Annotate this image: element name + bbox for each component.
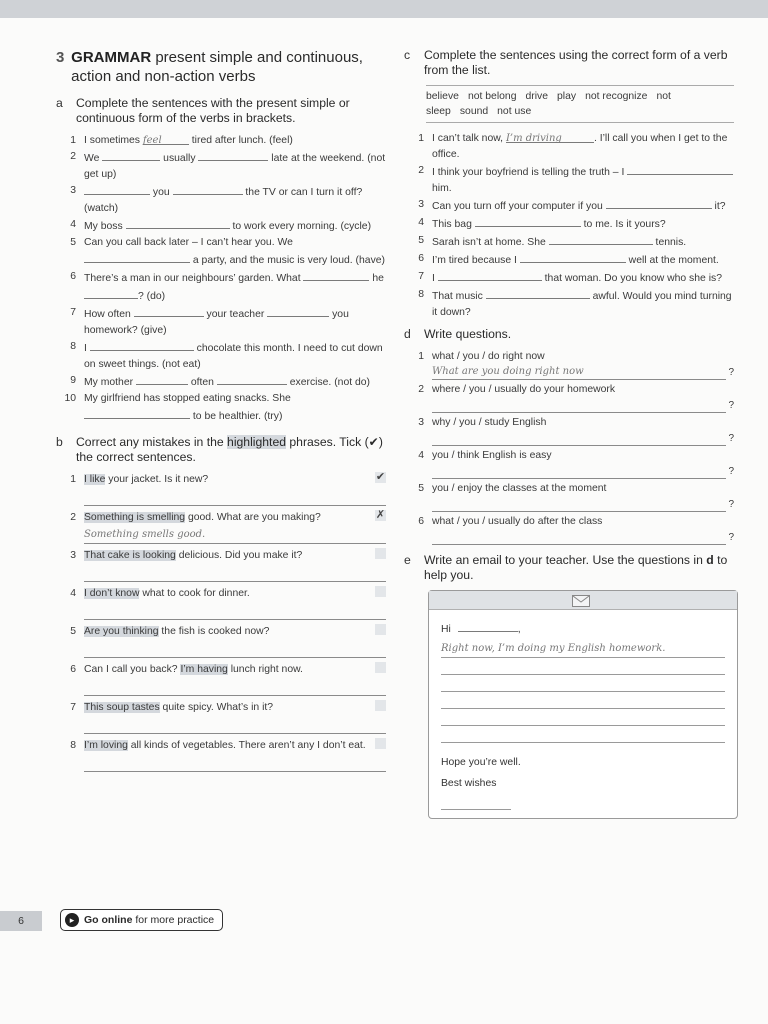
- tick-box[interactable]: [375, 548, 386, 559]
- title-rest: present simple and continuous, action and non-action verbs: [71, 49, 363, 85]
- item-number: 2: [70, 151, 76, 162]
- item-number: 2: [70, 512, 76, 523]
- tick-box[interactable]: [375, 738, 386, 749]
- item-number: 3: [418, 199, 424, 210]
- title-grammar: GRAMMAR: [71, 49, 152, 66]
- email-closing-hope: Hope you’re well.: [441, 757, 521, 768]
- email-line[interactable]: [441, 709, 725, 726]
- exercise-letter: a: [56, 96, 63, 110]
- item-text[interactable]: I that woman. Do you know who she is?: [432, 269, 734, 287]
- exercise-a-item[interactable]: [56, 183, 386, 217]
- question-prompt: why / you / study English: [432, 417, 547, 428]
- item-number: 6: [418, 253, 424, 264]
- answer-line[interactable]: [432, 496, 726, 512]
- exercise-d-item: [404, 448, 734, 479]
- tick-box[interactable]: [375, 662, 386, 673]
- email-line[interactable]: [441, 675, 725, 692]
- exercise-c-item[interactable]: [404, 215, 734, 233]
- word-list-item: not recognize: [585, 91, 648, 102]
- exercise-a-item[interactable]: [56, 235, 386, 269]
- exercise-b-item: [56, 510, 386, 546]
- question-prompt: what / you / do right now: [432, 351, 545, 362]
- workbook-page: [0, 18, 768, 1024]
- exercise-c-item[interactable]: [404, 287, 734, 321]
- word-list-item: play: [557, 91, 577, 102]
- exercise-a-item[interactable]: [56, 339, 386, 373]
- item-number: 6: [418, 516, 424, 527]
- exercise-letter: e: [404, 553, 411, 567]
- item-number: 7: [418, 271, 424, 282]
- answer-text: Something smells good.: [84, 529, 206, 540]
- exercise-letter: d: [404, 327, 411, 341]
- item-number: 1: [70, 474, 76, 485]
- answer-line[interactable]: [432, 463, 726, 479]
- exercise-d-item: [404, 481, 734, 512]
- item-sentence: That cake is looking delicious. Did you make it?: [84, 550, 303, 561]
- item-text[interactable]: Can you turn off your computer if you it?: [432, 197, 734, 215]
- tick-box[interactable]: ✗: [375, 509, 386, 521]
- answer-line[interactable]: [84, 489, 386, 506]
- exercise-a-item[interactable]: [56, 149, 386, 183]
- exercise-letter: c: [404, 48, 411, 62]
- question-mark: ?: [728, 400, 734, 411]
- item-number: 7: [70, 307, 76, 318]
- answer-line[interactable]: [432, 430, 726, 446]
- item-number: 1: [70, 135, 76, 146]
- exercise-letter: b: [56, 435, 63, 449]
- question-mark: ?: [728, 433, 734, 444]
- word-list-item: drive: [525, 91, 549, 102]
- answer-line[interactable]: What are you doing right now: [432, 364, 726, 380]
- word-list: [426, 85, 734, 123]
- email-greeting: Hi: [441, 624, 451, 635]
- item-number: 3: [70, 550, 76, 561]
- answer-line[interactable]: [84, 717, 386, 734]
- item-sentence: Can I call you back? I’m having lunch right now.: [84, 664, 303, 675]
- item-number: 1: [418, 133, 424, 144]
- page-number: 6: [0, 911, 42, 931]
- exercise-b-item: [56, 548, 386, 584]
- item-number: 6: [70, 664, 76, 675]
- exercise-c-item[interactable]: [404, 197, 734, 215]
- envelope-icon: [572, 595, 590, 607]
- exercise-c-list: [404, 131, 734, 321]
- exercise-a-item[interactable]: [56, 305, 386, 339]
- exercise-b-instruction: Correct any mistakes in the highlighted phrases. Tick (✔) the correct sentences.: [76, 435, 383, 464]
- item-sentence: Are you thinking the fish is cooked now?: [84, 626, 270, 637]
- item-number: 5: [70, 237, 76, 248]
- exercise-d-item: [404, 415, 734, 446]
- item-number: 2: [418, 384, 424, 395]
- exercise-a-instruction: Complete the sentences with the present simple or continuous form of the verbs in brackets.: [76, 96, 350, 125]
- online-rest: for more practice: [132, 914, 215, 926]
- exercise-d-item: [404, 382, 734, 413]
- email-line[interactable]: [441, 692, 725, 709]
- item-text[interactable]: My mother often exercise. (not do): [84, 373, 386, 391]
- word-list-item: not sleep: [426, 91, 671, 117]
- email-header: [429, 591, 737, 610]
- left-column: [56, 48, 386, 776]
- exercise-b-heading: [56, 435, 386, 465]
- item-number: 7: [70, 702, 76, 713]
- item-sentence: I like your jacket. Is it new?: [84, 474, 209, 485]
- question-mark: ?: [728, 466, 734, 477]
- answer-line[interactable]: [84, 679, 386, 696]
- answer-line[interactable]: [84, 527, 386, 544]
- exercise-c-item[interactable]: [404, 131, 734, 163]
- exercise-d-item: [404, 349, 734, 380]
- item-sentence: I’m loving all kinds of vegetables. There aren’t any I don’t eat.: [84, 740, 366, 751]
- question-mark: ?: [728, 532, 734, 543]
- exercise-d-list: [404, 349, 734, 545]
- email-name-blank[interactable]: [458, 620, 518, 632]
- email-line[interactable]: [441, 658, 725, 675]
- item-number: 6: [70, 271, 76, 282]
- question-prompt: what / you / usually do after the class: [432, 516, 603, 527]
- exercise-c-instruction: Complete the sentences using the correct form of a verb from the list.: [424, 48, 728, 77]
- email-signature-line[interactable]: [441, 793, 511, 810]
- exercise-a-item[interactable]: [56, 269, 386, 305]
- item-number: 3: [418, 417, 424, 428]
- answer-line[interactable]: [432, 529, 726, 545]
- question-prompt: where / you / usually do your homework: [432, 384, 616, 395]
- tick-box[interactable]: [375, 624, 386, 635]
- exercise-a-item[interactable]: [56, 217, 386, 235]
- exercise-a-item[interactable]: [56, 133, 386, 149]
- item-number: 8: [70, 740, 76, 751]
- right-column: [404, 48, 734, 819]
- item-text[interactable]: you the TV or can I turn it off? (watch): [84, 183, 386, 217]
- word-list-item: sound: [459, 106, 489, 117]
- item-number: 5: [70, 626, 76, 637]
- item-text[interactable]: My boss to work every morning. (cycle): [84, 217, 386, 235]
- question-prompt: you / think English is easy: [432, 450, 552, 461]
- item-text[interactable]: Sarah isn’t at home. She tennis.: [432, 233, 734, 251]
- item-text[interactable]: There’s a man in our neighbours’ garden. What he ? (do): [84, 269, 386, 305]
- exercise-b-item: [56, 472, 386, 508]
- online-bold: Go online: [84, 914, 133, 926]
- arrow-icon: ▸: [65, 913, 79, 927]
- exercise-b-item: [56, 586, 386, 622]
- exercise-b-list: [56, 472, 386, 774]
- go-online-button[interactable]: [60, 909, 223, 931]
- exercise-d-item: [404, 514, 734, 545]
- page-footer: [0, 911, 768, 931]
- exercise-c-item[interactable]: [404, 233, 734, 251]
- item-sentence: I don’t know what to cook for dinner.: [84, 588, 250, 599]
- tick-box[interactable]: ✔: [375, 471, 386, 483]
- answer-line[interactable]: [84, 565, 386, 582]
- word-list-item: not use: [497, 106, 532, 117]
- tick-box[interactable]: [375, 700, 386, 711]
- exercise-e-instruction: Write an email to your teacher. Use the questions in d to help you.: [424, 553, 728, 582]
- item-number: 10: [64, 393, 76, 404]
- exercise-e-heading: [404, 553, 734, 583]
- question-mark: ?: [728, 367, 734, 378]
- email-first-line[interactable]: Right now, I’m doing my English homework.: [441, 641, 725, 658]
- answer-line[interactable]: [84, 641, 386, 658]
- item-number: 9: [70, 375, 76, 386]
- email-closing-wishes: Best wishes: [441, 778, 497, 789]
- item-text[interactable]: My girlfriend has stopped eating snacks. She to be healthier. (try): [84, 393, 291, 422]
- question-prompt: you / enjoy the classes at the moment: [432, 483, 607, 494]
- item-text[interactable]: I sometimes feel tired after lunch. (feel): [84, 135, 293, 146]
- item-number: 4: [70, 219, 76, 230]
- item-text[interactable]: This bag to me. Is it yours?: [432, 215, 734, 233]
- exercise-a-heading: [56, 96, 386, 126]
- answer-line[interactable]: [84, 755, 386, 772]
- item-text[interactable]: Can you call back later – I can’t hear you. We a party, and the music is very loud. (have): [84, 237, 386, 266]
- exercise-a-item[interactable]: [56, 391, 386, 425]
- email-line[interactable]: [441, 726, 725, 743]
- answer-line[interactable]: [84, 603, 386, 620]
- item-number: 1: [418, 351, 424, 362]
- answer-line[interactable]: [432, 397, 726, 413]
- question-mark: ?: [728, 499, 734, 510]
- exercise-b-item: [56, 738, 386, 774]
- item-number: 5: [418, 483, 424, 494]
- exercise-a-list: [56, 133, 386, 425]
- item-text[interactable]: How often your teacher you homework? (give): [84, 305, 386, 339]
- item-number: 2: [418, 165, 424, 176]
- exercise-a-item[interactable]: [56, 373, 386, 391]
- section-number: 3: [56, 49, 65, 66]
- item-number: 4: [418, 450, 424, 461]
- word-list-item: not belong: [467, 91, 517, 102]
- exercise-d-instruction: Write questions.: [424, 327, 512, 341]
- page-title: [56, 48, 386, 86]
- item-number: 8: [70, 341, 76, 352]
- exercise-b-item: [56, 700, 386, 736]
- item-text[interactable]: I’m tired because I well at the moment.: [432, 251, 734, 269]
- exercise-b-item: [56, 662, 386, 698]
- item-sentence: Something is smelling good. What are you making?: [84, 512, 321, 523]
- item-text[interactable]: We usually late at the weekend. (not get up): [84, 149, 386, 183]
- exercise-c-item[interactable]: [404, 163, 734, 197]
- item-text[interactable]: I chocolate this month. I need to cut down on sweet things. (not eat): [84, 339, 386, 373]
- item-number: 8: [418, 289, 424, 300]
- item-number: 5: [418, 235, 424, 246]
- exercise-c-heading: [404, 48, 734, 78]
- exercise-b-item: [56, 624, 386, 660]
- tick-box[interactable]: [375, 586, 386, 597]
- item-number: 4: [418, 217, 424, 228]
- item-number: 3: [70, 185, 76, 196]
- email-template: [428, 590, 738, 819]
- email-body: [429, 610, 737, 818]
- item-text[interactable]: I think your boyfriend is telling the truth – I him.: [432, 163, 734, 197]
- item-sentence: This soup tastes quite spicy. What’s in it?: [84, 702, 274, 713]
- item-number: 4: [70, 588, 76, 599]
- email-greeting-row[interactable]: Hi ,: [441, 620, 725, 635]
- item-text[interactable]: I can’t talk now, I’m driving . I’ll call you when I get to the office.: [432, 133, 728, 160]
- exercise-c-item[interactable]: [404, 251, 734, 269]
- exercise-c-item[interactable]: [404, 269, 734, 287]
- exercise-d-heading: [404, 327, 734, 342]
- item-text[interactable]: That music awful. Would you mind turning it down?: [432, 287, 734, 321]
- word-list-item: believe: [426, 91, 459, 102]
- scan-top-edge: [0, 0, 768, 18]
